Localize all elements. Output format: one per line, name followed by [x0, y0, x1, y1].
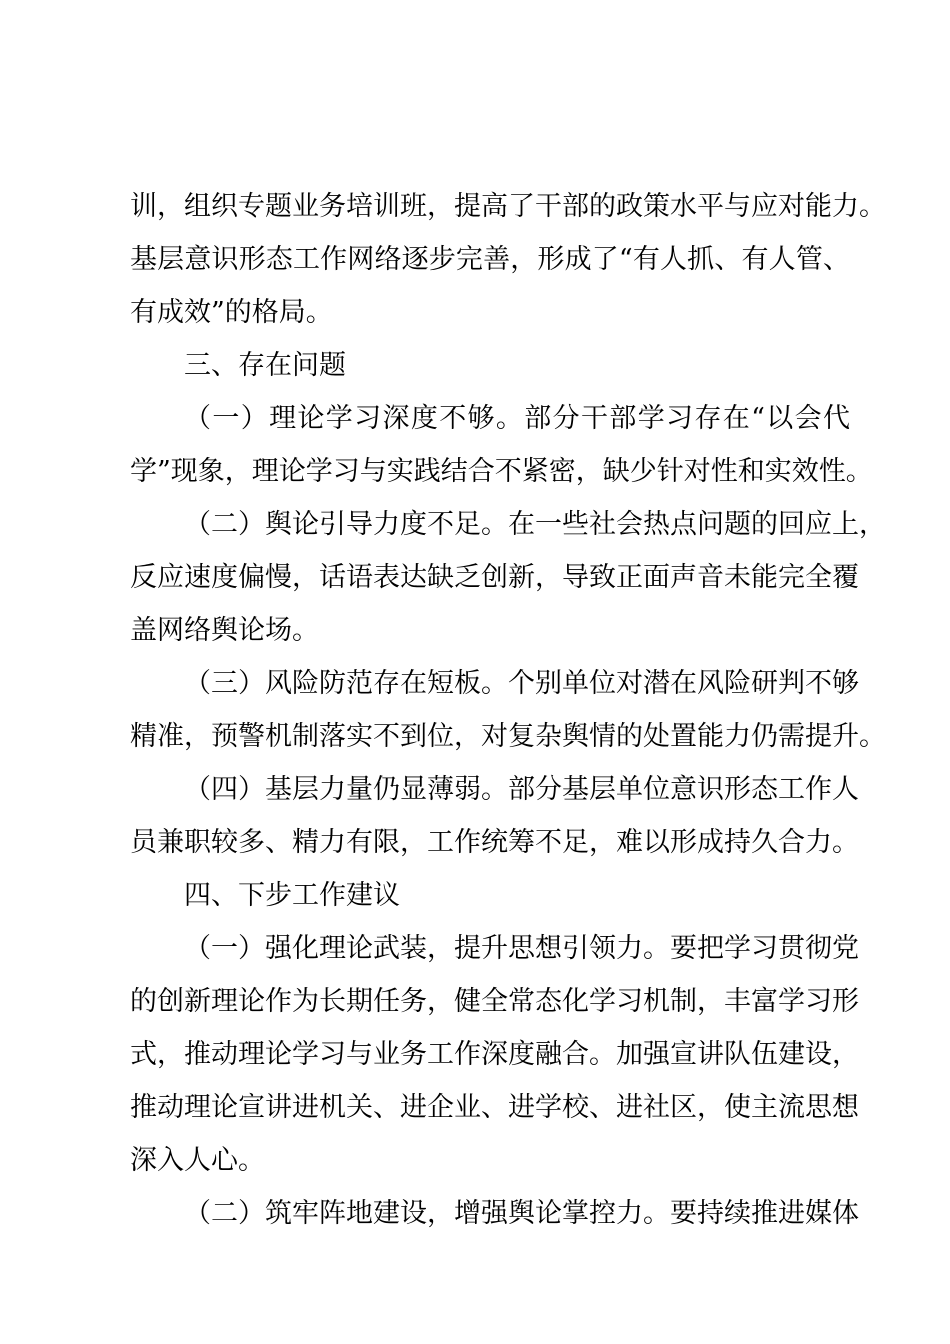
- paragraph-line-text: （二）舆论引导力度不足。在一些社会热点问题的回应上，: [184, 509, 886, 540]
- paragraph-line-text: 推动理论宣讲进机关、进企业、进学校、进社区，使主流思想: [130, 1092, 859, 1123]
- paragraph-line: [130, 1187, 859, 1240]
- paragraph-line: [130, 710, 886, 763]
- paragraph-line-text: 深入人心。: [130, 1145, 265, 1176]
- paragraph-line-text: 盖网络舆论场。: [130, 615, 319, 646]
- paragraph-line: [130, 816, 859, 869]
- paragraph-line-text: 学”现象，理论学习与实践结合不紧密，缺少针对性和实效性。: [130, 456, 873, 487]
- paragraph-line-text: 精准，预警机制落实不到位，对复杂舆情的处置能力仍需提升。: [130, 721, 886, 752]
- paragraph-line: [130, 1081, 859, 1134]
- paragraph-line: [130, 498, 886, 551]
- paragraph-line-text: （四）基层力量仍显薄弱。部分基层单位意识形态工作人: [184, 774, 859, 805]
- paragraph-line: [130, 392, 850, 445]
- section-heading: [130, 869, 850, 922]
- paragraph-line: [130, 922, 859, 975]
- paragraph-line-text: （一）强化理论武装，提升思想引领力。要把学习贯彻党: [184, 933, 859, 964]
- paragraph-line-text: （一）理论学习深度不够。部分干部学习存在“以会代: [184, 403, 850, 434]
- paragraph-line-text: 的创新理论作为长期任务，健全常态化学习机制，丰富学习形: [130, 986, 859, 1017]
- paragraph-line-text: 式，推动理论学习与业务工作深度融合。加强宣讲队伍建设，: [130, 1039, 859, 1070]
- paragraph-line: [130, 1134, 850, 1187]
- paragraph-line: [130, 657, 859, 710]
- paragraph-line: [130, 763, 859, 816]
- paragraph-line-text: 训，组织专题业务培训班，提高了干部的政策水平与应对能力。: [130, 191, 886, 222]
- paragraph-line: [130, 551, 859, 604]
- paragraph-line: [130, 233, 850, 286]
- paragraph-line: [130, 180, 886, 233]
- paragraph-line-text: 有成效”的格局。: [130, 297, 333, 328]
- paragraph-line: [130, 286, 850, 339]
- paragraph-line: [130, 1028, 859, 1081]
- paragraph-line-text: （三）风险防范存在短板。个别单位对潜在风险研判不够: [184, 668, 859, 699]
- paragraph-line-text: 反应速度偏慢，话语表达缺乏创新，导致正面声音未能完全覆: [130, 562, 859, 593]
- paragraph-line-text: 员兼职较多、精力有限，工作统筹不足，难以形成持久合力。: [130, 827, 859, 858]
- document-body: [130, 180, 886, 1240]
- paragraph-line: [130, 445, 873, 498]
- section-heading-text: 四、下步工作建议: [184, 880, 400, 911]
- paragraph-line: [130, 604, 850, 657]
- section-heading-text: 三、存在问题: [184, 350, 346, 381]
- section-heading: [130, 339, 850, 392]
- paragraph-line-text: 基层意识形态工作网络逐步完善，形成了“有人抓、有人管、: [130, 244, 850, 275]
- paragraph-line-text: （二）筑牢阵地建设，增强舆论掌控力。要持续推进媒体: [184, 1198, 859, 1229]
- paragraph-line: [130, 975, 859, 1028]
